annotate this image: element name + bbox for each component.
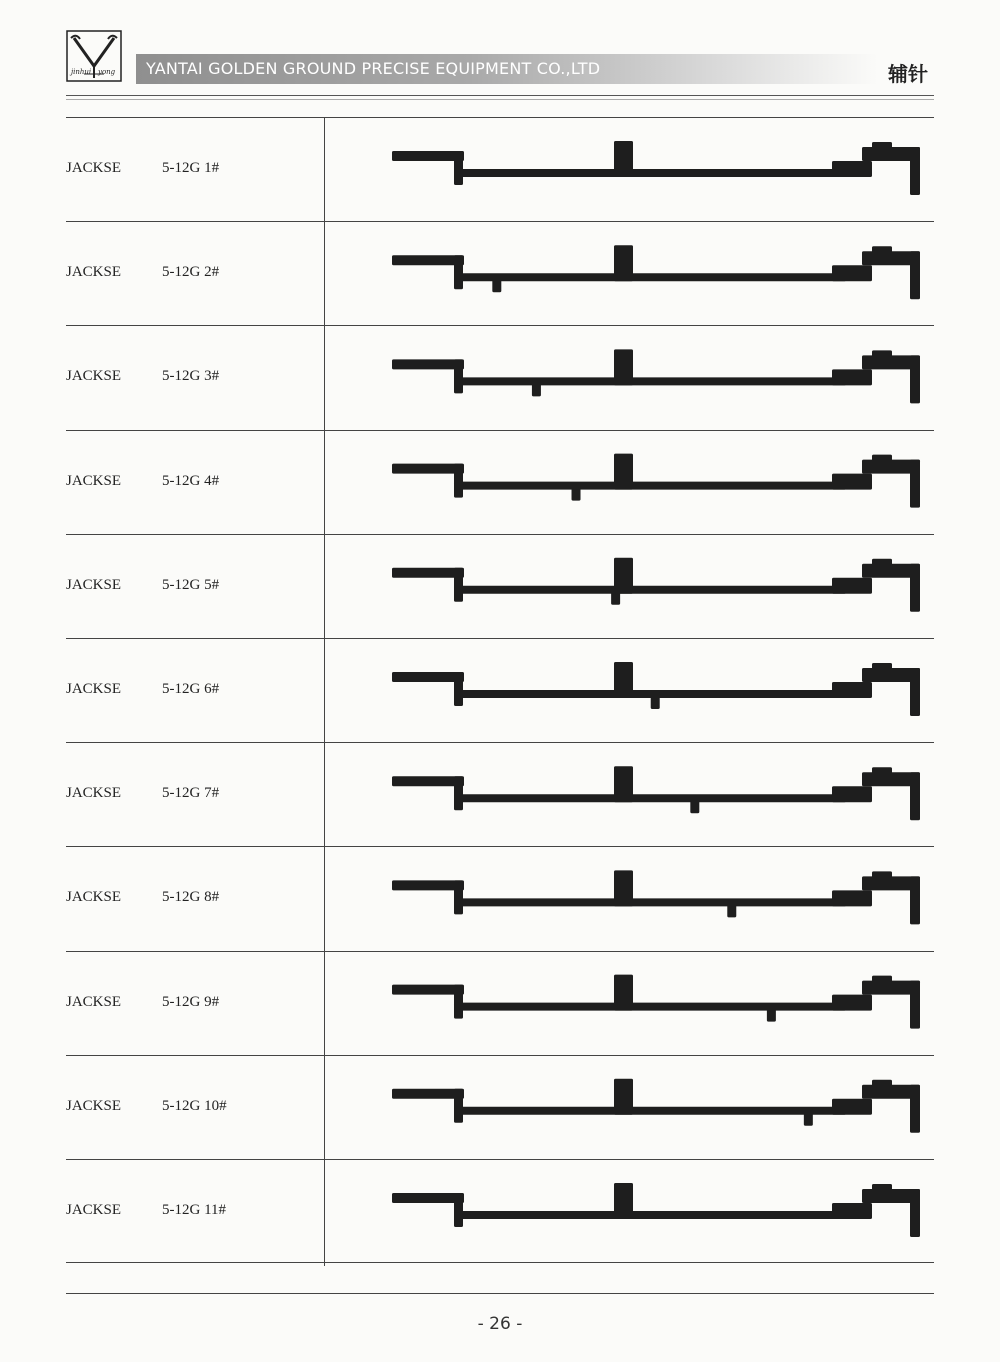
needle-drawing bbox=[392, 1079, 920, 1133]
category-title: 辅针 bbox=[888, 62, 928, 86]
needle-model: 5-12G 5# bbox=[162, 577, 220, 593]
page-number: - 26 - bbox=[477, 1314, 523, 1334]
needle-drawing bbox=[392, 1183, 920, 1237]
needle-brand: JACKSE bbox=[66, 264, 122, 280]
needle-drawing bbox=[392, 141, 920, 195]
needle-model: 5-12G 3# bbox=[162, 368, 220, 384]
needle-drawing bbox=[392, 454, 920, 508]
needle-drawing bbox=[392, 558, 920, 612]
needle-model: 5-12G 4# bbox=[162, 473, 220, 489]
svg-text:yong: yong bbox=[98, 68, 116, 76]
needle-model: 5-12G 10# bbox=[162, 1098, 227, 1114]
needle-model: 5-12G 6# bbox=[162, 681, 220, 697]
needle-brand: JACKSE bbox=[66, 1202, 122, 1218]
needle-brand: JACKSE bbox=[66, 368, 122, 384]
needle-brand: JACKSE bbox=[66, 889, 122, 905]
needle-brand: JACKSE bbox=[66, 160, 122, 176]
svg-text:jinhui: jinhui bbox=[71, 68, 92, 76]
needle-model: 5-12G 8# bbox=[162, 889, 220, 905]
needle-brand: JACKSE bbox=[66, 473, 122, 489]
needle-model: 5-12G 2# bbox=[162, 264, 220, 280]
needle-model: 5-12G 7# bbox=[162, 785, 220, 801]
needle-drawing bbox=[392, 245, 920, 299]
company-name: YANTAI GOLDEN GROUND PRECISE EQUIPMENT CO.,LTD bbox=[146, 59, 601, 78]
needle-model: 5-12G 9# bbox=[162, 994, 220, 1010]
needle-drawing bbox=[392, 870, 920, 924]
needle-brand: JACKSE bbox=[66, 994, 122, 1010]
needle-drawing bbox=[392, 766, 920, 820]
needle-drawing bbox=[392, 975, 920, 1029]
needle-brand: JACKSE bbox=[66, 1098, 122, 1114]
needle-brand: JACKSE bbox=[66, 681, 122, 697]
needle-model: 5-12G 1# bbox=[162, 160, 220, 176]
needle-drawing bbox=[392, 349, 920, 403]
needle-model: 5-12G 11# bbox=[162, 1202, 227, 1218]
needle-drawing bbox=[392, 662, 920, 716]
needle-brand: JACKSE bbox=[66, 785, 122, 801]
needle-brand: JACKSE bbox=[66, 577, 122, 593]
